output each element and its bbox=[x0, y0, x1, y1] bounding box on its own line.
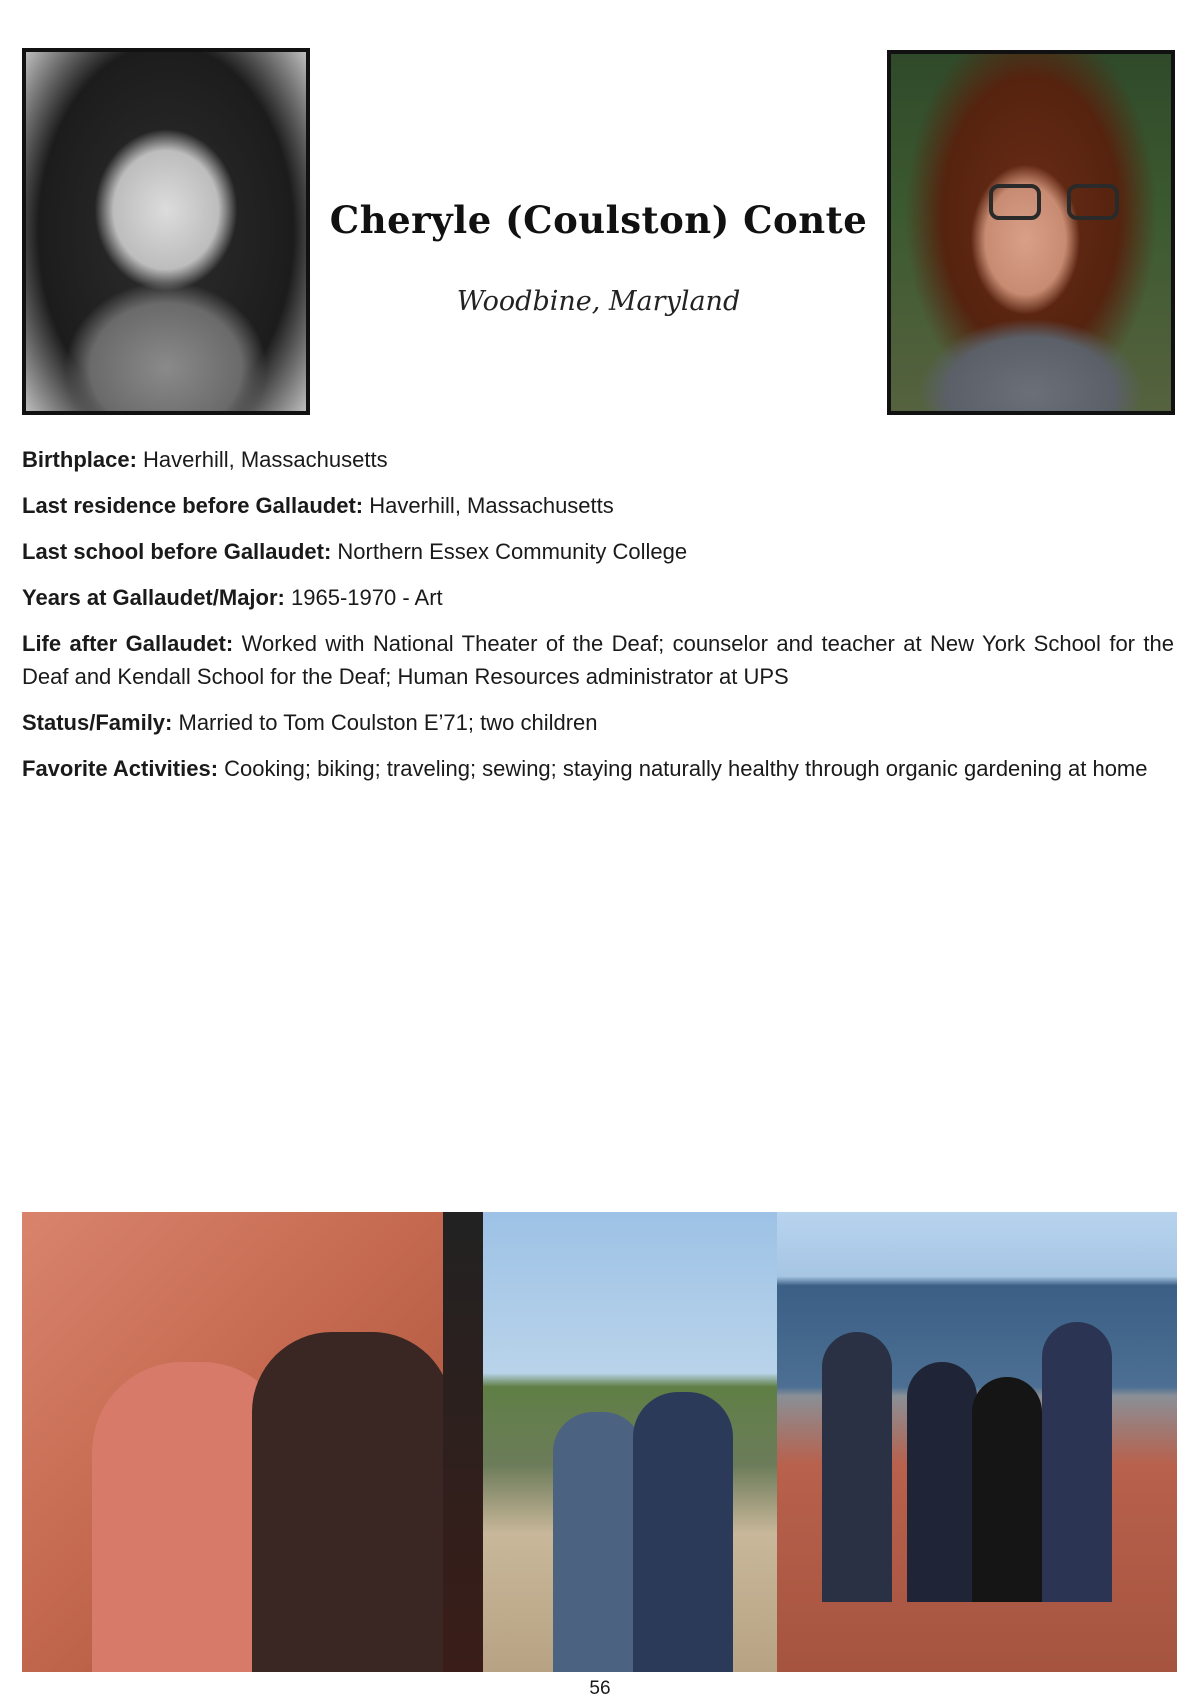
bio-label: Favorite Activities: bbox=[22, 756, 219, 781]
bio-field-life-after bbox=[22, 627, 1174, 693]
bio-label: Status/Family: bbox=[22, 710, 173, 735]
current-portrait-photo bbox=[887, 50, 1175, 415]
bio-value: Cooking; biking; traveling; sewing; staying naturally healthy through organic gardening at home bbox=[224, 756, 1148, 781]
bio-value: Northern Essex Community College bbox=[337, 539, 688, 564]
family-photo bbox=[777, 1212, 1177, 1672]
yearbook-portrait-photo bbox=[22, 48, 310, 415]
bio-label: Life after Gallaudet: bbox=[22, 631, 234, 656]
bio-field-status-family bbox=[22, 706, 1174, 739]
bio-value: 1965-1970 - Art bbox=[291, 585, 443, 610]
bio-label: Last residence before Gallaudet: bbox=[22, 493, 364, 518]
couple-photo bbox=[483, 1212, 777, 1672]
bio-value: Worked with National Theater of the Deaf; counselor and teacher at New York School for the Deaf and Kendall School for the Deaf; Human Resources administrator at UPS bbox=[22, 631, 1174, 689]
bio-label: Years at Gallaudet/Major: bbox=[22, 585, 285, 610]
bio-label: Last school before Gallaudet: bbox=[22, 539, 332, 564]
bio-value: Married to Tom Coulston E’71; two children bbox=[178, 710, 598, 735]
bio-section bbox=[22, 443, 1174, 798]
bio-value: Haverhill, Massachusetts bbox=[143, 447, 388, 472]
profile-location: Woodbine, Maryland bbox=[456, 286, 741, 317]
photo-strip bbox=[22, 1212, 1177, 1672]
bio-field-birthplace bbox=[22, 443, 1174, 476]
bio-field-favorite-activities bbox=[22, 752, 1174, 785]
bio-field-years-major bbox=[22, 581, 1174, 614]
bio-value: Haverhill, Massachusetts bbox=[369, 493, 614, 518]
bio-label: Birthplace: bbox=[22, 447, 137, 472]
eyeglasses-graphic bbox=[989, 184, 1119, 224]
bio-field-last-school bbox=[22, 535, 1174, 568]
page-number: 56 bbox=[589, 1678, 611, 1699]
profile-name: Cheryle (Coulston) Conte bbox=[329, 198, 868, 242]
wedding-photo bbox=[22, 1212, 483, 1672]
bio-field-last-residence bbox=[22, 489, 1174, 522]
